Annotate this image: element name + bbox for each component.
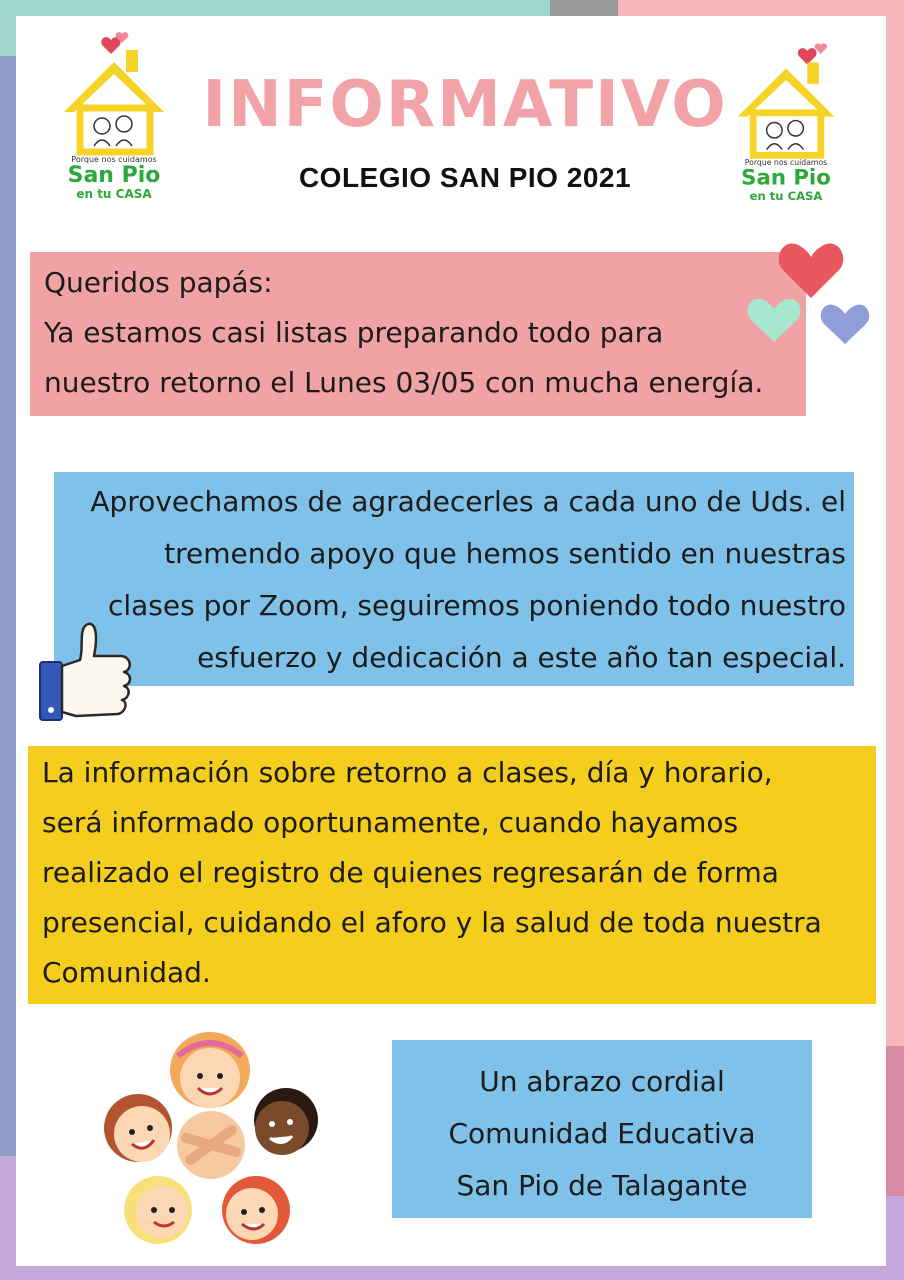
frame-band — [0, 56, 16, 1156]
info-line: será informado oportunamente, cuando hayamos — [42, 806, 739, 839]
thanks-line: esfuerzo y dedicación a este año tan especial. — [197, 641, 846, 674]
house-logo-icon — [728, 36, 844, 208]
signature-line: San Pio de Talagante — [456, 1169, 748, 1202]
page-title: INFORMATIVO — [202, 68, 728, 142]
signature-line: Un abrazo cordial — [479, 1065, 725, 1098]
frame-band — [0, 0, 550, 16]
frame-band — [0, 1156, 16, 1280]
frame-band — [0, 16, 16, 56]
frame-band — [886, 1046, 904, 1196]
info-line: Comunidad. — [42, 956, 211, 989]
logo-name: San Pio — [67, 163, 161, 188]
heart-icon — [778, 240, 844, 300]
frame-band — [0, 1266, 904, 1280]
heart-icon — [746, 296, 802, 344]
thanks-line: clases por Zoom, seguiremos poniendo todo nuestro — [107, 589, 846, 622]
logo-sub: en tu CASA — [76, 187, 152, 201]
info-box — [28, 746, 876, 1004]
page-subtitle: COLEGIO SAN PIO 2021 — [298, 162, 632, 193]
info-line: La información sobre retorno a clases, día y horario, — [42, 756, 773, 789]
house-logo-icon — [56, 32, 176, 207]
children-circle-icon — [86, 1020, 336, 1260]
thumbs-up-icon — [36, 616, 136, 726]
info-line: presencial, cuidando el aforo y la salud de toda nuestra — [42, 906, 822, 939]
greeting-box — [30, 252, 806, 416]
frame-band — [618, 0, 904, 16]
greeting-line: nuestro retorno el Lunes 03/05 con mucha energía. — [44, 366, 764, 399]
signature-line: Comunidad Educativa — [448, 1117, 756, 1150]
logo-name: San Pio — [741, 165, 831, 191]
greeting-line: Queridos papás: — [44, 266, 273, 299]
greeting-line: Ya estamos casi listas preparando todo para — [44, 316, 664, 349]
signature-box — [392, 1040, 812, 1218]
thanks-line: tremendo apoyo que hemos sentido en nuestras — [164, 537, 846, 570]
logo-tagline: Porque nos cuidamos — [71, 155, 157, 164]
heart-icon — [820, 302, 870, 346]
logo-tagline: Porque nos cuidamos — [744, 158, 828, 168]
logo-sub: en tu CASA — [749, 188, 823, 203]
info-line: realizado el registro de quienes regresarán de forma — [42, 856, 779, 889]
frame-band — [886, 16, 904, 1046]
thanks-box — [54, 472, 854, 686]
frame-band — [550, 0, 618, 16]
thanks-line: Aprovechamos de agradecerles a cada uno de Uds. el — [90, 485, 846, 518]
